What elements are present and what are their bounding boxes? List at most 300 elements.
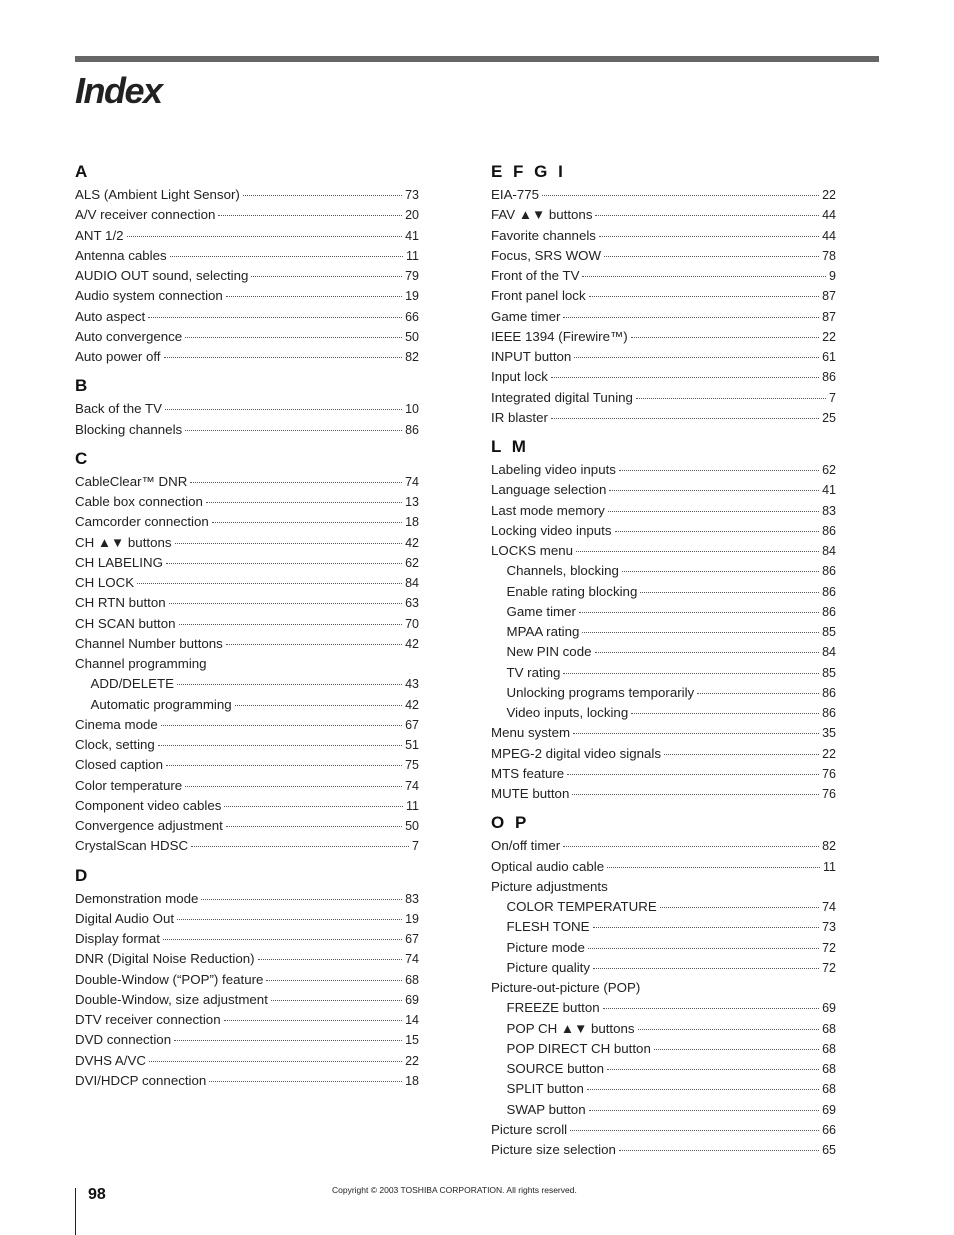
entry-text: Blocking channels bbox=[75, 421, 183, 437]
entry-text: MPAA rating bbox=[506, 624, 580, 639]
index-entry bbox=[75, 949, 419, 969]
entry-text: Enable rating blocking bbox=[506, 583, 638, 599]
entry-page-number: 86 bbox=[822, 706, 836, 720]
entry-page-number: 69 bbox=[822, 1001, 836, 1016]
index-section bbox=[75, 862, 419, 1092]
entry-text: LOCKS menu bbox=[491, 543, 574, 558]
index-entry bbox=[75, 796, 419, 816]
entry-text: Closed caption bbox=[75, 757, 163, 773]
index-entry bbox=[75, 307, 419, 327]
index-entry bbox=[75, 990, 419, 1010]
entry-page-number: 22 bbox=[822, 188, 836, 202]
dot-leader bbox=[206, 502, 402, 503]
entry-page-number: 65 bbox=[822, 1143, 836, 1157]
entry-text: On/off timer bbox=[491, 838, 561, 854]
entry-text: Game timer bbox=[506, 603, 576, 619]
dot-leader bbox=[177, 919, 402, 920]
entry-page-number: 11 bbox=[823, 859, 836, 874]
dot-leader bbox=[593, 927, 820, 928]
entry-text: Color temperature bbox=[75, 777, 183, 793]
entry-text: Cable box connection bbox=[75, 494, 203, 509]
dot-leader bbox=[582, 632, 819, 633]
index-subentry bbox=[491, 938, 836, 958]
dot-leader bbox=[224, 806, 403, 807]
dot-leader bbox=[148, 317, 402, 318]
dot-leader bbox=[266, 980, 402, 981]
entry-page-number: 74 bbox=[405, 778, 419, 793]
entry-text: Convergence adjustment bbox=[75, 818, 223, 833]
index-entry bbox=[75, 472, 419, 492]
dot-leader bbox=[619, 470, 819, 471]
entry-text: Front panel lock bbox=[491, 288, 586, 304]
dot-leader bbox=[165, 409, 402, 410]
entry-text: MUTE button bbox=[491, 786, 570, 801]
entry-text: Antenna cables bbox=[75, 247, 167, 263]
dot-leader bbox=[169, 603, 402, 604]
dot-leader bbox=[631, 713, 819, 714]
entry-page-number: 18 bbox=[405, 515, 419, 530]
entry-page-number: 7 bbox=[412, 839, 419, 854]
entry-page-number: 86 bbox=[405, 422, 419, 437]
entry-text: Demonstration mode bbox=[75, 890, 199, 906]
index-entry bbox=[491, 367, 836, 387]
entry-text: Double-Window, size adjustment bbox=[75, 991, 268, 1007]
entry-text: DVHS A/VC bbox=[75, 1052, 146, 1068]
index-section bbox=[75, 158, 419, 367]
dot-leader bbox=[563, 673, 819, 674]
index-entry bbox=[75, 286, 419, 306]
index-entry bbox=[491, 266, 836, 286]
section-letter: A bbox=[75, 162, 91, 181]
entry-page-number: 85 bbox=[822, 625, 836, 639]
index-entry bbox=[75, 492, 419, 512]
dot-leader bbox=[224, 1020, 403, 1021]
entry-text: Language selection bbox=[491, 482, 607, 498]
dot-leader bbox=[177, 684, 402, 685]
index-entry bbox=[75, 836, 419, 856]
entry-page-number: 42 bbox=[405, 636, 419, 651]
entry-page-number: 74 bbox=[822, 900, 836, 914]
index-entry bbox=[75, 347, 419, 367]
entry-page-number: 19 bbox=[405, 289, 419, 304]
section-letter: B bbox=[75, 376, 91, 396]
index-entry bbox=[491, 521, 836, 541]
index-entry bbox=[491, 857, 836, 877]
entry-page-number: 86 bbox=[822, 370, 836, 385]
entry-text: Integrated digital Tuning bbox=[491, 389, 633, 405]
entry-page-number: 86 bbox=[822, 564, 836, 579]
entry-text: CrystalScan HDSC bbox=[75, 838, 189, 854]
dot-leader bbox=[251, 276, 402, 277]
section-letter: L M bbox=[491, 437, 529, 456]
entry-page-number: 66 bbox=[822, 1122, 836, 1137]
entry-text: Menu system bbox=[491, 725, 571, 741]
dot-leader bbox=[619, 1150, 819, 1151]
entry-page-number: 73 bbox=[822, 920, 836, 935]
section-letter: O P bbox=[491, 813, 530, 833]
entry-text: IR blaster bbox=[491, 409, 548, 425]
index-section bbox=[491, 158, 836, 428]
entry-page-number: 44 bbox=[822, 228, 836, 243]
dot-leader bbox=[604, 256, 819, 257]
entry-page-number: 73 bbox=[405, 188, 419, 202]
entry-text: DTV receiver connection bbox=[75, 1012, 221, 1027]
index-entry bbox=[491, 1120, 836, 1140]
entry-text: Audio system connection bbox=[75, 288, 223, 304]
dot-leader bbox=[654, 1049, 819, 1050]
dot-leader bbox=[175, 543, 403, 544]
index-entry bbox=[491, 205, 836, 225]
dot-leader bbox=[607, 1069, 819, 1070]
entry-page-number: 18 bbox=[405, 1073, 419, 1088]
dot-leader bbox=[609, 490, 819, 491]
entry-text: POP CH ▲▼ buttons bbox=[506, 1020, 635, 1036]
dot-leader bbox=[226, 644, 402, 645]
entry-page-number: 22 bbox=[405, 1053, 419, 1068]
entry-page-number: 19 bbox=[405, 911, 419, 926]
entry-page-number: 13 bbox=[405, 495, 419, 509]
dot-leader bbox=[595, 215, 819, 216]
entry-text: CableClear™ DNR bbox=[75, 473, 188, 489]
dot-leader bbox=[589, 296, 819, 297]
dot-leader bbox=[660, 907, 819, 908]
index-entry bbox=[75, 1010, 419, 1030]
dot-leader bbox=[582, 276, 826, 277]
entry-page-number: 84 bbox=[822, 645, 836, 660]
entry-text: COLOR TEMPERATURE bbox=[506, 899, 657, 914]
entry-page-number: 62 bbox=[822, 463, 836, 477]
index-entry bbox=[75, 614, 419, 634]
dot-leader bbox=[622, 571, 819, 572]
index-subentry bbox=[491, 1039, 836, 1059]
dot-leader bbox=[209, 1081, 402, 1082]
entry-text: Picture-out-picture (POP) bbox=[491, 980, 641, 995]
dot-leader bbox=[588, 948, 819, 949]
entry-text: ADD/DELETE bbox=[90, 676, 174, 692]
index-entry bbox=[75, 816, 419, 836]
dot-leader bbox=[615, 531, 820, 532]
dot-leader bbox=[258, 959, 403, 960]
entry-text: Input lock bbox=[491, 369, 548, 385]
dot-leader bbox=[226, 296, 402, 297]
entry-text: Component video cables bbox=[75, 797, 222, 813]
index-entry bbox=[491, 226, 836, 246]
dot-leader bbox=[235, 705, 402, 706]
entry-text: CH SCAN button bbox=[75, 615, 176, 631]
entry-text: TV rating bbox=[506, 664, 561, 680]
entry-page-number: 76 bbox=[822, 766, 836, 781]
entry-page-number: 61 bbox=[822, 350, 836, 364]
dot-leader bbox=[201, 899, 402, 900]
index-entry bbox=[491, 480, 836, 500]
index-section bbox=[491, 433, 836, 804]
index-entry bbox=[75, 185, 419, 205]
entry-page-number: 86 bbox=[822, 685, 836, 700]
index-entry bbox=[491, 784, 836, 804]
dot-leader bbox=[576, 551, 819, 552]
index-subentry bbox=[491, 897, 836, 917]
entry-text: SOURCE button bbox=[506, 1061, 605, 1076]
entry-text: INPUT button bbox=[491, 349, 572, 364]
index-subentry bbox=[75, 695, 419, 715]
entry-page-number: 69 bbox=[405, 992, 419, 1007]
dot-leader bbox=[563, 317, 819, 318]
dot-leader bbox=[563, 846, 819, 847]
entry-text: Picture mode bbox=[506, 939, 585, 955]
entry-text: Cinema mode bbox=[75, 716, 158, 732]
entry-text: Picture adjustments bbox=[491, 878, 608, 894]
entry-text: ALS (Ambient Light Sensor) bbox=[75, 187, 240, 202]
entry-page-number: 42 bbox=[405, 697, 419, 712]
dot-leader bbox=[603, 1008, 819, 1009]
index-entry bbox=[491, 836, 836, 856]
entry-page-number: 50 bbox=[405, 329, 419, 344]
index-subentry bbox=[491, 602, 836, 622]
dot-leader bbox=[163, 939, 402, 940]
entry-page-number: 41 bbox=[405, 228, 419, 243]
index-section bbox=[491, 809, 836, 1160]
entry-text: EIA-775 bbox=[491, 187, 540, 202]
entry-text: FREEZE button bbox=[506, 1000, 600, 1016]
dot-leader bbox=[573, 733, 819, 734]
index-entry bbox=[491, 501, 836, 521]
index-entry bbox=[491, 723, 836, 743]
index-entry bbox=[491, 1140, 836, 1160]
index-entry bbox=[75, 533, 419, 553]
dot-leader bbox=[574, 357, 819, 358]
index-entry bbox=[491, 327, 836, 347]
index-entry bbox=[75, 654, 419, 674]
entry-page-number: 25 bbox=[822, 410, 836, 425]
dot-leader bbox=[271, 1000, 402, 1001]
entry-text: Picture quality bbox=[506, 959, 591, 975]
entry-text: Channel Number buttons bbox=[75, 635, 223, 651]
entry-text: Digital Audio Out bbox=[75, 910, 175, 926]
entry-page-number: 62 bbox=[405, 555, 419, 570]
entry-page-number: 70 bbox=[405, 616, 419, 631]
index-entry bbox=[75, 634, 419, 654]
entry-text: SPLIT button bbox=[506, 1081, 584, 1097]
section-letter: E F G I bbox=[491, 162, 566, 181]
index-subentry bbox=[491, 703, 836, 723]
entry-text: Labeling video inputs bbox=[491, 462, 616, 477]
index-section bbox=[75, 372, 419, 440]
index-entry bbox=[491, 246, 836, 266]
dot-leader bbox=[587, 1089, 819, 1090]
entry-text: Back of the TV bbox=[75, 401, 162, 417]
entry-page-number: 75 bbox=[405, 758, 419, 773]
index-subentry bbox=[491, 1059, 836, 1079]
dot-leader bbox=[149, 1061, 402, 1062]
entry-text: Double-Window (“POP”) feature bbox=[75, 971, 264, 987]
entry-text: IEEE 1394 (Firewire™) bbox=[491, 328, 628, 344]
index-entry bbox=[491, 978, 836, 998]
index-subentry bbox=[491, 561, 836, 581]
entry-page-number: 78 bbox=[822, 248, 836, 263]
entry-text: Camcorder connection bbox=[75, 514, 209, 530]
index-entry bbox=[75, 1071, 419, 1091]
entry-text: A/V receiver connection bbox=[75, 207, 216, 223]
index-entry bbox=[75, 399, 419, 419]
entry-page-number: 44 bbox=[822, 208, 836, 223]
header-rule bbox=[75, 56, 879, 62]
index-entry bbox=[491, 286, 836, 306]
index-subentry bbox=[491, 622, 836, 642]
entry-page-number: 11 bbox=[406, 798, 419, 813]
entry-page-number: 76 bbox=[822, 787, 836, 801]
dot-leader bbox=[190, 482, 402, 483]
dot-leader bbox=[161, 725, 402, 726]
dot-leader bbox=[158, 745, 402, 746]
dot-leader bbox=[212, 522, 402, 523]
index-entry bbox=[75, 246, 419, 266]
entry-text: Auto power off bbox=[75, 349, 161, 364]
entry-text: CH LOCK bbox=[75, 575, 135, 590]
entry-page-number: 68 bbox=[822, 1021, 836, 1036]
index-entry bbox=[75, 1051, 419, 1071]
dot-leader bbox=[179, 624, 403, 625]
entry-page-number: 85 bbox=[822, 665, 836, 680]
dot-leader bbox=[218, 215, 402, 216]
index-subentry bbox=[491, 642, 836, 662]
entry-page-number: 79 bbox=[405, 269, 419, 283]
index-subentry bbox=[491, 1100, 836, 1120]
entry-page-number: 68 bbox=[822, 1062, 836, 1076]
dot-leader bbox=[636, 398, 826, 399]
entry-page-number: 63 bbox=[405, 596, 419, 611]
entry-text: AUDIO OUT sound, selecting bbox=[75, 268, 249, 283]
entry-page-number: 68 bbox=[822, 1082, 836, 1097]
entry-page-number: 20 bbox=[405, 208, 419, 223]
dot-leader bbox=[567, 774, 819, 775]
entry-page-number: 82 bbox=[405, 350, 419, 364]
index-entry bbox=[75, 553, 419, 573]
entry-page-number: 68 bbox=[822, 1041, 836, 1056]
dot-leader bbox=[664, 754, 819, 755]
entry-page-number: 41 bbox=[822, 483, 836, 498]
index-entry bbox=[75, 420, 419, 440]
index-entry bbox=[75, 226, 419, 246]
index-subentry bbox=[491, 917, 836, 937]
dot-leader bbox=[166, 563, 402, 564]
entry-page-number: 11 bbox=[406, 248, 419, 263]
dot-leader bbox=[185, 430, 402, 431]
entry-page-number: 43 bbox=[405, 677, 419, 692]
copyright-notice: Copyright © 2003 TOSHIBA CORPORATION. All rights reserved. bbox=[332, 1185, 577, 1195]
entry-page-number: 72 bbox=[822, 940, 836, 955]
dot-leader bbox=[551, 377, 819, 378]
index-subentry bbox=[491, 1079, 836, 1099]
section-letter: C bbox=[75, 448, 91, 468]
dot-leader bbox=[166, 765, 402, 766]
dot-leader bbox=[542, 195, 819, 196]
entry-page-number: 51 bbox=[405, 738, 419, 752]
index-subentry bbox=[491, 683, 836, 703]
entry-page-number: 22 bbox=[822, 746, 836, 761]
entry-text: Locking video inputs bbox=[491, 522, 612, 538]
footer-rule bbox=[75, 1188, 76, 1235]
dot-leader bbox=[697, 693, 819, 694]
index-entry bbox=[491, 388, 836, 408]
index-entry bbox=[75, 512, 419, 532]
index-entry bbox=[75, 1030, 419, 1050]
entry-page-number: 84 bbox=[405, 576, 419, 590]
section-letter: D bbox=[75, 865, 91, 885]
entry-text: Automatic programming bbox=[90, 696, 232, 712]
index-entry bbox=[491, 460, 836, 480]
entry-text: Last mode memory bbox=[491, 502, 605, 518]
dot-leader bbox=[185, 786, 402, 787]
index-entry bbox=[491, 744, 836, 764]
index-entry bbox=[75, 889, 419, 909]
dot-leader bbox=[640, 592, 819, 593]
entry-page-number: 86 bbox=[822, 604, 836, 619]
index-entry bbox=[75, 755, 419, 775]
entry-text: ANT 1/2 bbox=[75, 227, 124, 243]
entry-page-number: 14 bbox=[405, 1013, 419, 1027]
index-column-right bbox=[491, 158, 836, 1160]
dot-leader bbox=[570, 1130, 819, 1131]
entry-text: Focus, SRS WOW bbox=[491, 247, 602, 263]
dot-leader bbox=[593, 968, 819, 969]
index-entry bbox=[75, 776, 419, 796]
entry-text: Clock, setting bbox=[75, 737, 155, 752]
entry-text: CH LABELING bbox=[75, 554, 163, 570]
dot-leader bbox=[608, 511, 819, 512]
entry-text: Channel programming bbox=[75, 656, 207, 671]
entry-text: Game timer bbox=[491, 308, 561, 324]
entry-page-number: 72 bbox=[822, 960, 836, 975]
dot-leader bbox=[631, 337, 819, 338]
index-entry bbox=[491, 541, 836, 561]
index-entry bbox=[491, 408, 836, 428]
dot-leader bbox=[174, 1040, 402, 1041]
dot-leader bbox=[185, 337, 402, 338]
index-entry bbox=[75, 970, 419, 990]
entry-page-number: 22 bbox=[822, 329, 836, 344]
index-column-left bbox=[75, 158, 419, 1091]
entry-text: Optical audio cable bbox=[491, 858, 605, 874]
index-subentry bbox=[491, 582, 836, 602]
entry-text: CH ▲▼ buttons bbox=[75, 534, 172, 550]
entry-page-number: 86 bbox=[822, 584, 836, 599]
dot-leader bbox=[551, 418, 819, 419]
entry-text: CH RTN button bbox=[75, 595, 166, 611]
index-section bbox=[75, 445, 419, 857]
entry-page-number: 68 bbox=[405, 972, 419, 987]
dot-leader bbox=[599, 236, 819, 237]
entry-page-number: 69 bbox=[822, 1102, 836, 1117]
index-subentry bbox=[491, 958, 836, 978]
dot-leader bbox=[226, 826, 402, 827]
index-entry bbox=[75, 327, 419, 347]
entry-text: Channels, blocking bbox=[506, 563, 619, 579]
entry-page-number: 9 bbox=[829, 269, 836, 283]
entry-page-number: 83 bbox=[822, 503, 836, 518]
entry-page-number: 82 bbox=[822, 839, 836, 854]
entry-page-number: 83 bbox=[405, 891, 419, 906]
dot-leader bbox=[137, 583, 402, 584]
entry-text: Picture size selection bbox=[491, 1142, 616, 1157]
dot-leader bbox=[595, 652, 820, 653]
dot-leader bbox=[572, 794, 819, 795]
entry-text: Display format bbox=[75, 931, 160, 946]
entry-page-number: 66 bbox=[405, 309, 419, 324]
entry-text: Front of the TV bbox=[491, 268, 580, 283]
dot-leader bbox=[170, 256, 403, 257]
entry-text: Unlocking programs temporarily bbox=[506, 684, 695, 700]
entry-text: MPEG-2 digital video signals bbox=[491, 745, 661, 761]
